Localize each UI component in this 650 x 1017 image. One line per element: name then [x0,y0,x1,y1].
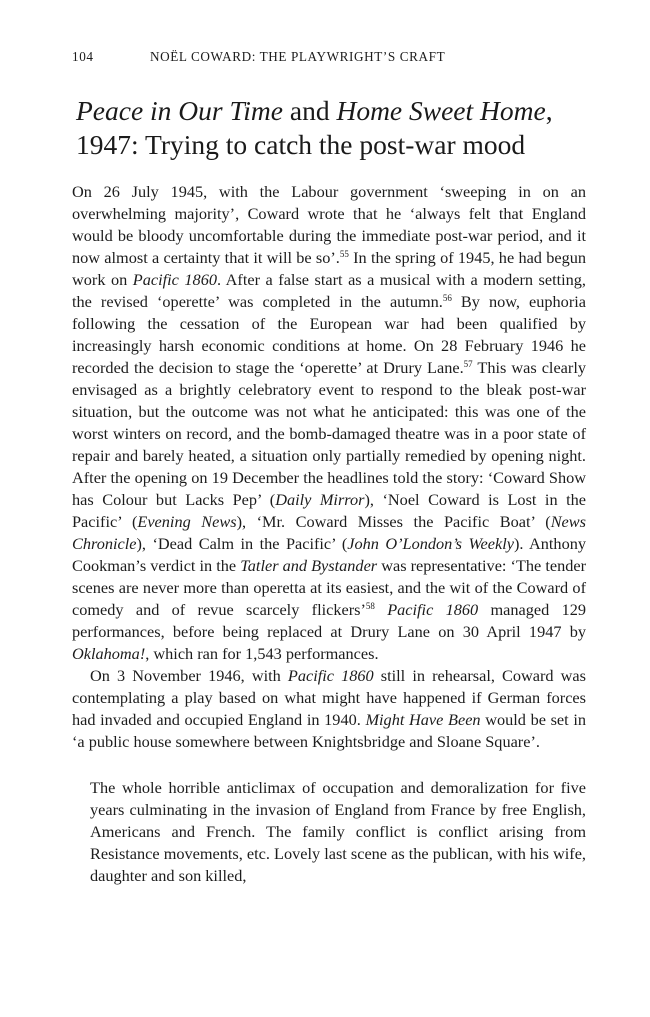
text-run: By now, euphoria following the cessation of the European war had been qualified by increasingly harsh economic conditions at home. On 28 February 1946 he recorded the decision to stage the ‘operette’ at Drury Lane. [72,292,586,377]
italic-title: Pacific 1860 [132,270,217,289]
text-run: still in rehearsal, Coward was contemplating a play based on what might have happened if German forces had invaded and occupied England in 1940. [72,666,586,729]
text-run: On 26 July 1945, with the Labour government ‘sweeping in on an overwhelming majority’, Coward wrote that he ‘always felt that England would be bloody uncomfortable during the immediate post-war period, and it now almost a certainty that it will be so’. [72,182,586,267]
footnote-ref-55: 55 [339,249,349,259]
italic-title: Tatler and Bystander [240,556,378,575]
block-quote-text: The whole horrible anticlimax of occupation and demoralization for five years culminating in the invasion of England from France by free English, Americans and French. The family conflict is conflict arising from Resistance movements, etc. Lovely last scene as the publican, with his wife, daughter and son killed, [90,778,586,885]
body-text [72,181,586,753]
heading-connector: and [282,95,337,126]
footnote-ref-57: 57 [463,359,473,369]
heading-comma: , [545,95,553,126]
italic-title: Oklahoma! [72,644,146,663]
paragraph-2 [72,665,586,753]
italic-title: News Chronicle [72,512,586,553]
heading-line-1 [76,94,586,128]
text-run: would be set in ‘a public house somewhere between Knightsbridge and Sloane Square’. [72,710,587,751]
heading-title-home: Home Sweet Home [336,95,546,126]
italic-title: Daily Mirror [275,490,365,509]
paragraph-1 [72,181,586,665]
running-title: NOËL COWARD: THE PLAYWRIGHT’S CRAFT [150,49,446,64]
text-run: This was clearly envisaged as a brightly celebratory event to respond to the bleak post-war situation, but the outcome was not what he anticipated: this was one of the worst winters on record, and the bomb-damaged theatre was in a poor state of repair and barely heated, a situation only partially remedied by opening night. After the opening on 19 December the headlines told the story: ‘Coward Show has Colour but Lacks Pep’ ( [72,358,586,509]
italic-title: Pacific 1860 [387,600,479,619]
page-number: 104 [72,49,94,64]
italic-title: John O’London’s Weekly [347,534,514,553]
text-run: On 3 November 1946, with [90,666,288,685]
book-page [72,46,586,887]
text-run: ), ‘Noel Coward is Lost in the Pacific’ ( [72,490,586,531]
text-run [375,600,387,619]
italic-title: Pacific 1860 [287,666,374,685]
italic-title: Evening News [137,512,237,531]
text-run: was representative: ‘The tender scenes are never more than operetta at its easiest, and the wit of the Coward of comedy and of revue scarcely flickers’ [72,556,587,619]
text-run: ), ‘Mr. Coward Misses the Pacific Boat’ ( [236,512,551,531]
text-run: ), ‘Dead Calm in the Pacific’ ( [136,534,348,553]
heading-title-peace: Peace in Our Time [76,95,283,126]
text-run: ). Anthony Cookman’s verdict in the [72,534,586,575]
text-run: , which ran for 1,543 performances. [145,644,379,663]
text-run: In the spring of 1945, he had begun work on [72,248,586,289]
running-head [72,46,586,68]
text-run: . After a false start as a musical with a modern setting, the revised ‘operette’ was completed in the autumn. [72,270,587,311]
footnote-ref-56: 56 [442,293,452,303]
heading-line-2: 1947: Trying to catch the post-war mood [76,129,526,160]
text-run: managed 129 performances, before being replaced at Drury Lane on 30 April 1947 by [72,600,586,641]
section-heading [76,94,586,162]
block-quote [90,777,586,887]
italic-title: Might Have Been [365,710,481,729]
footnote-ref-58: 58 [365,601,375,611]
